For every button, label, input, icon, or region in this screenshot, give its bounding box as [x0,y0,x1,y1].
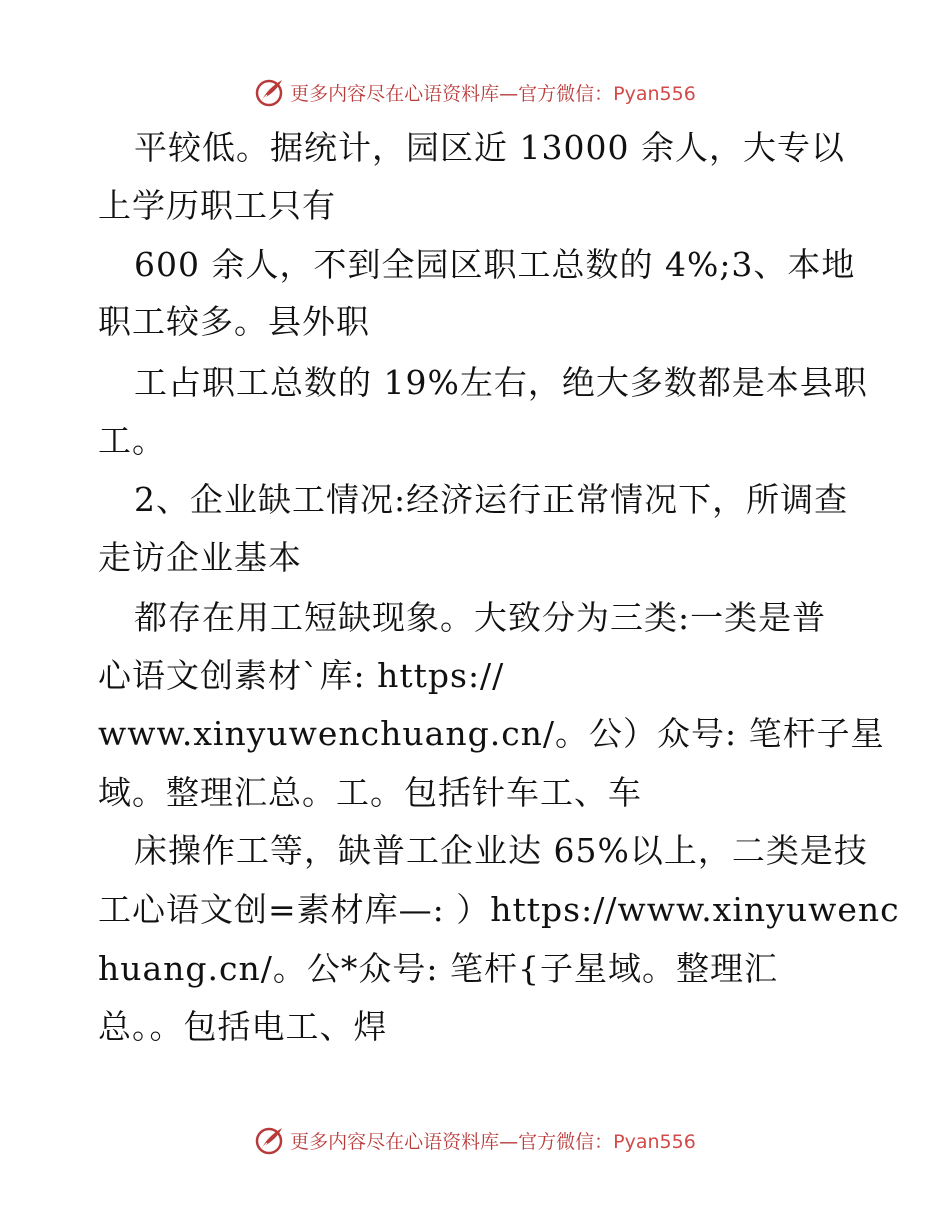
footer-handle: Pyan556 [613,1130,696,1153]
quill-logo-icon [254,1124,286,1156]
body-line: 总。。包括电工、焊 [98,1007,388,1046]
body-line: 上学历职工只有 [98,186,336,225]
body-line: 工占职工总数的 19%左右，绝大多数都是本县职 [134,363,868,402]
body-line: 工。 [98,421,166,460]
header-text: 更多内容尽在心语资料库—官方微信： [290,82,614,105]
body-line: 600 余人，不到全园区职工总数的 4%;3、本地 [134,245,856,284]
header-handle: Pyan556 [613,82,696,105]
body-line: 2、企业缺工情况:经济运行正常情况下，所调查 [134,480,849,519]
body-line: www.xinyuwenchuang.cn/。公）众号: 笔杆子星 [98,714,885,753]
footer-watermark [0,1120,950,1160]
body-line: 心语文创素材`库: https:// [98,656,505,695]
body-line: 职工较多。县外职 [98,302,370,341]
body-line: 都存在用工短缺现象。大致分为三类:一类是普 [134,598,827,637]
body-line: 平较低。据统计，园区近 13000 余人，大专以 [134,128,845,167]
body-line: 工心语文创=素材库—: ）https://www.xinyuwenc [98,890,900,929]
body-line: 域。整理汇总。工。包括针车工、车 [98,773,642,812]
body-line: 床操作工等，缺普工企业达 65%以上，二类是技 [134,831,868,870]
body-line: huang.cn/。公*众号: 笔杆{子星域。整理汇 [98,949,779,988]
footer-text: 更多内容尽在心语资料库—官方微信： [290,1130,614,1153]
body-line: 走访企业基本 [98,538,302,577]
